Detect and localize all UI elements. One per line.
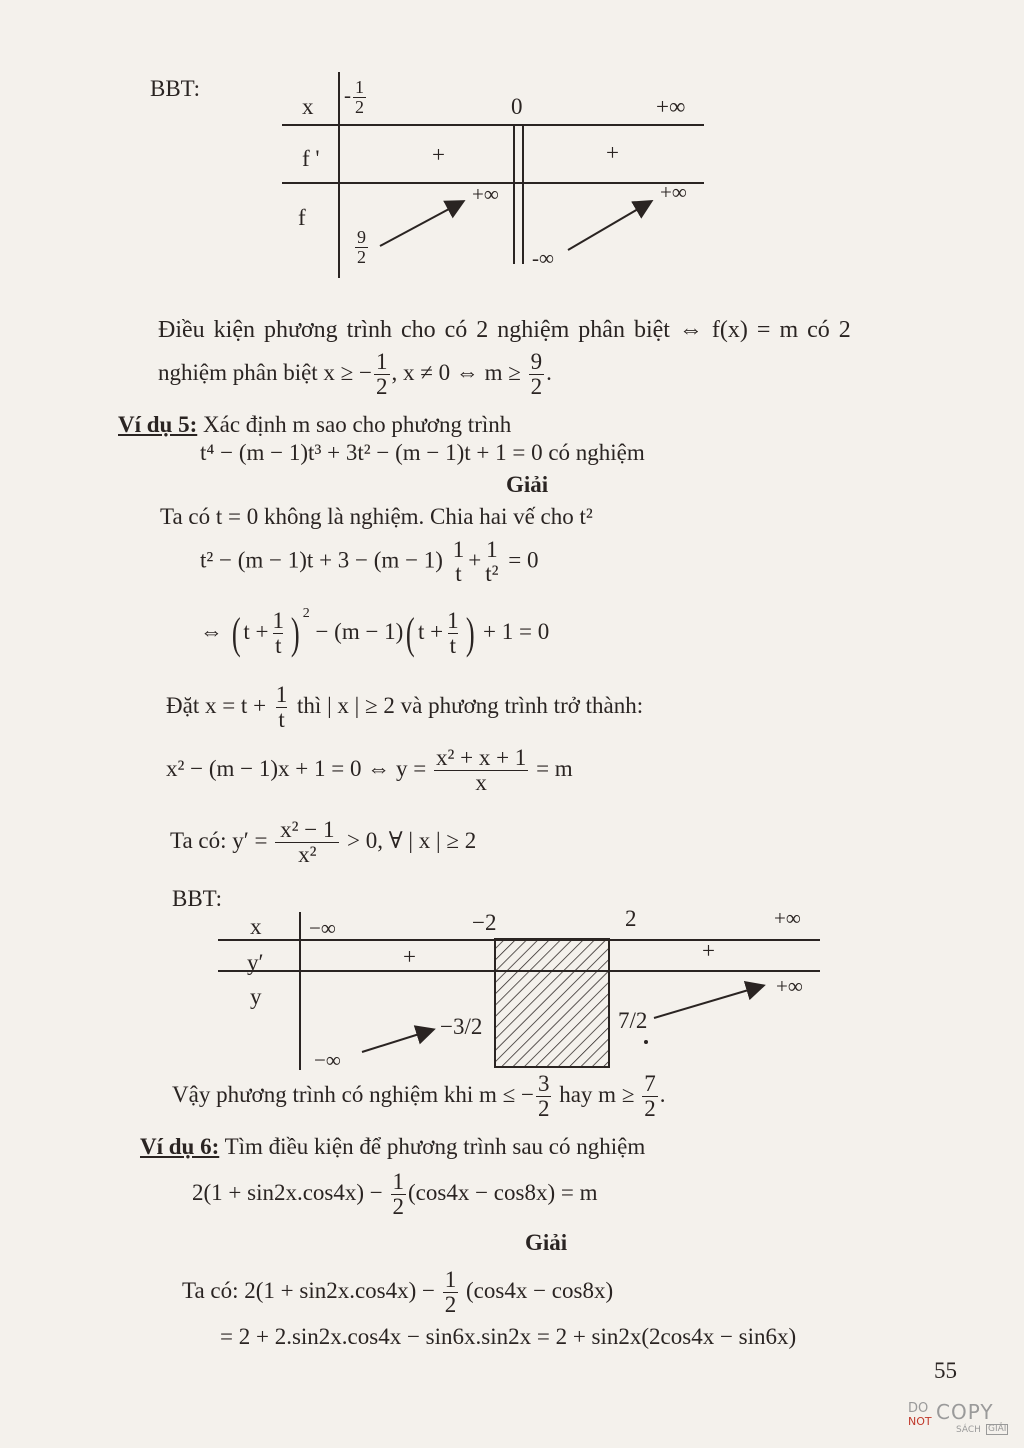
table2-sign-1: + <box>403 944 416 969</box>
table2-arrow-2 <box>654 986 762 1018</box>
table1-sign-2: + <box>606 140 619 165</box>
example-5-giai: Giải <box>506 472 549 497</box>
table2-row-y: y <box>250 984 262 1009</box>
table2-x-2: −2 <box>472 910 497 935</box>
example-5-equation: t⁴ − (m − 1)t³ + 3t² − (m − 1)t + 1 = 0 có nghiệm <box>200 440 645 465</box>
table1-x-inf: +∞ <box>656 94 686 119</box>
table1-arrow-up-1 <box>380 202 462 246</box>
bbt-label-1: BBT: <box>150 76 200 101</box>
table2-arrow-1 <box>362 1030 432 1052</box>
table1-f-high-2: +∞ <box>660 180 687 204</box>
example-6-prompt: Tìm điều kiện để phương trình sau có nghiệm <box>224 1134 646 1159</box>
table1-arrows <box>0 0 1024 300</box>
example-6-line-2: = 2 + 2.sin2x.cos4x − sin6x.sin2x = 2 + sin2x(2cos4x − sin6x) <box>220 1324 797 1349</box>
example-5-line-3: ⇔ ( t + $\frac{1}{t}$ ) $^2$ − (m − 1)( t + $\frac{1}{t}$ ) + 1 = 0 <box>200 606 550 659</box>
table2-sign-2: + <box>702 938 715 963</box>
table1-f-high-1: +∞ <box>472 182 499 206</box>
table1-row-fp: f ' <box>302 146 320 171</box>
example-5-line-6: Ta có: y′ = $\frac{\text{x² − 1}}{\text{x²}}$ > 0, ∀ | x | ≥ 2 <box>170 817 477 868</box>
table2-y-high: +∞ <box>776 974 803 998</box>
bbt-label-2: BBT: <box>172 886 222 911</box>
table2-x-1: −∞ <box>309 916 336 940</box>
example-5-header <box>118 412 511 438</box>
table2-dot <box>644 1040 648 1044</box>
table1-x-zero: 0 <box>511 94 523 119</box>
conclusion-line: Vậy phương trình có nghiệm khi m ≤ − $\frac{3}{2}$ hay m ≥ $\frac{7}{2}$ . <box>172 1071 666 1122</box>
table1-f-low: $\frac{9}{2}$ <box>357 227 366 267</box>
example-5-line-1: Ta có t = 0 không là nghiệm. Chia hai vế cho t² <box>160 504 593 529</box>
table2-y-right: 7/2 <box>618 1008 648 1033</box>
watermark-logo: DO NOT COPY SÁCH GIẢI <box>908 1400 1007 1435</box>
example-5-line-5: x² − (m − 1)x + 1 = 0 ⇔ y = $\frac{\text{x² + x + 1}}{x}$ = m <box>166 745 573 796</box>
table2-arrows <box>0 900 1024 1080</box>
table1-row-x: x <box>302 94 314 119</box>
example-6-header <box>140 1134 645 1160</box>
table1-row-f: f <box>298 205 306 230</box>
example-6-line-1: Ta có: 2(1 + sin2x.cos4x) − $\frac{1}{2}$ (cos4x − cos8x) <box>182 1267 614 1318</box>
table2-x-3: 2 <box>625 906 637 931</box>
table1-f-low-2: -∞ <box>532 246 554 270</box>
example-5-line-2: t² − (m − 1)t + 3 − (m − 1) 1 t + 1 t² = 0 <box>200 537 539 587</box>
example-6-heading: Ví dụ 6: <box>140 1134 220 1159</box>
example-5-line-4: Đặt x = t + $\frac{1}{t}$ thì | x | ≥ 2 và phương trình trở thành: <box>166 682 644 733</box>
example-6-giai: Giải <box>525 1230 568 1255</box>
example-6-equation: 2(1 + sin2x.cos4x) − $\frac{1}{2}$ (cos4x − cos8x) = m <box>192 1169 598 1220</box>
table1-sign-1: + <box>432 142 445 167</box>
table2-y-low: −∞ <box>314 1048 341 1072</box>
table2-y-mid: −3/2 <box>440 1014 483 1039</box>
table1-x-start: - $\frac{1}{2}$ <box>344 77 364 117</box>
table1-arrow-up-2 <box>568 202 650 250</box>
page-number: 55 <box>934 1358 957 1383</box>
table2-row-x: x <box>250 914 262 939</box>
example-5-prompt: Xác định m sao cho phương trình <box>203 412 512 437</box>
example-5-heading: Ví dụ 5: <box>118 412 198 437</box>
table2-x-4: +∞ <box>774 906 801 930</box>
condition-line-2: nghiệm phân biệt x ≥ − $\frac{1}{2}$ , x ≠ 0 ⇔ m ≥ $\frac{9}{2}$ . <box>158 349 552 400</box>
table2-row-yp: y′ <box>247 950 264 975</box>
condition-line-1: Điều kiện phương trình cho có 2 nghiệm phân biệt ⇔ f(x) = m có 2 <box>158 317 851 343</box>
